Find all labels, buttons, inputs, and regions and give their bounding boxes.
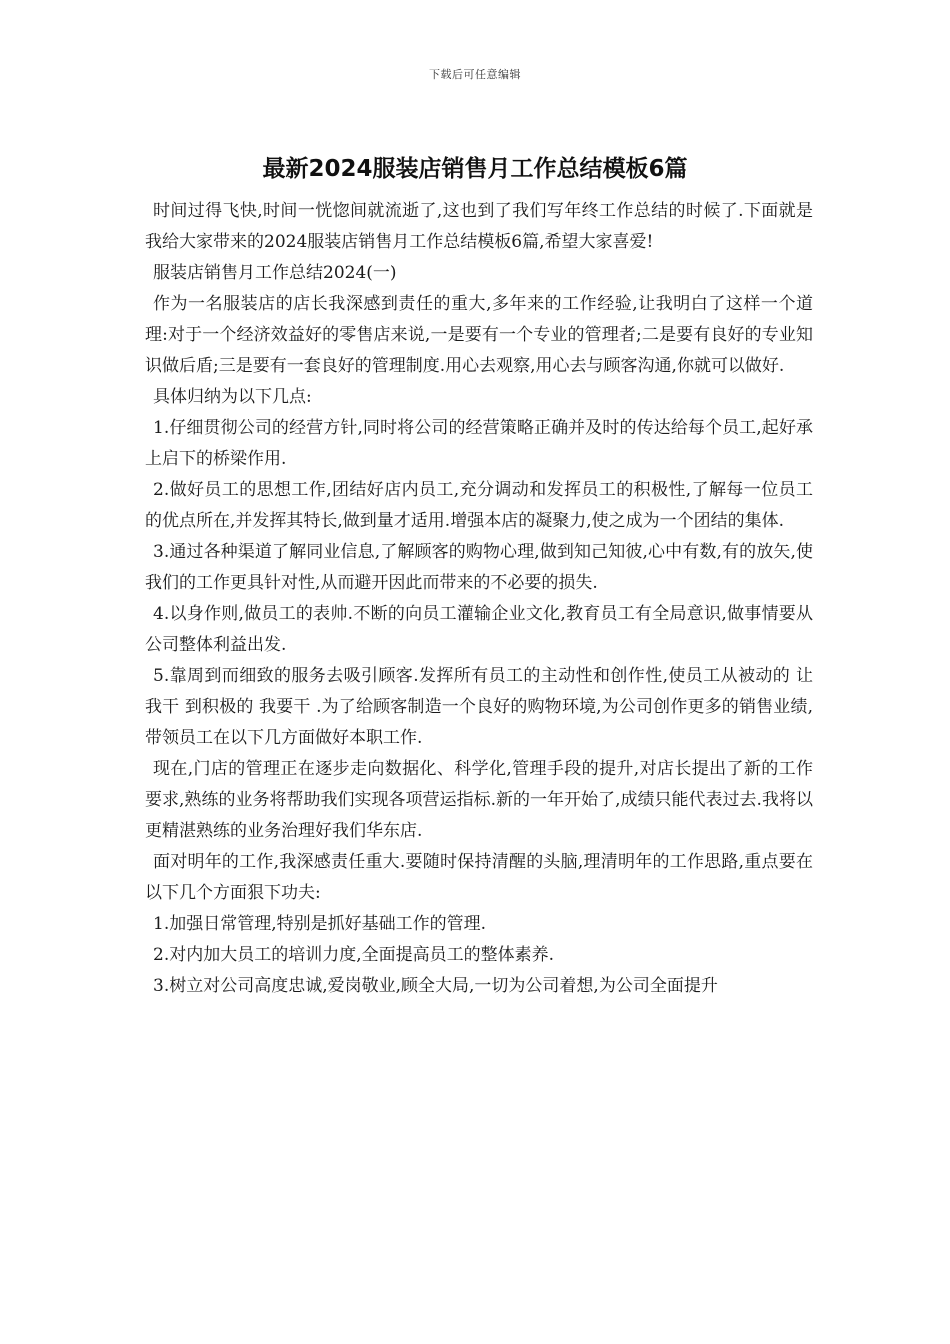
- list-item: 5.靠周到而细致的服务去吸引顾客.发挥所有员工的主动性和创作性,使员工从被动的 让我干 到积极的 我要干 .为了给顾客制造一个良好的购物环境,为公司创作更多的销售业绩,带领员工在以下几方面做好本职工作.: [145, 666, 813, 748]
- document-body: [145, 196, 813, 1002]
- list-item: 3.树立对公司高度忠诚,爱岗敬业,顾全大局,一切为公司着想,为公司全面提升: [153, 976, 718, 996]
- body-paragraph: 现在,门店的管理正在逐步走向数据化、科学化,管理手段的提升,对店长提出了新的工作要求,熟练的业务将帮助我们实现各项营运指标.新的一年开始了,成绩只能代表过去.我将以更精湛熟练的业务治理好我们华东店.: [145, 759, 813, 841]
- list-item: 3.通过各种渠道了解同业信息,了解顾客的购物心理,做到知己知彼,心中有数,有的放矢,使我们的工作更具针对性,从而避开因此而带来的不必要的损失.: [145, 542, 813, 593]
- section-heading: 服装店销售月工作总结2024(一): [153, 263, 397, 283]
- list-item: 1.仔细贯彻公司的经营方针,同时将公司的经营策略正确并及时的传达给每个员工,起好承上启下的桥梁作用.: [145, 418, 813, 469]
- body-paragraph: 面对明年的工作,我深感责任重大.要随时保持清醒的头脑,理清明年的工作思路,重点要在以下几个方面狠下功夫:: [145, 852, 813, 903]
- body-paragraph: 作为一名服装店的店长我深感到责任的重大,多年来的工作经验,让我明白了这样一个道理:对于一个经济效益好的零售店来说,一是要有一个专业的管理者;二是要有良好的专业知识做后盾;三是要有一套良好的管理制度.用心去观察,用心去与顾客沟通,你就可以做好.: [145, 294, 813, 376]
- page-header-note: 下载后可任意编辑: [429, 68, 521, 81]
- list-item: 1.加强日常管理,特别是抓好基础工作的管理.: [153, 914, 487, 934]
- list-intro: 具体归纳为以下几点:: [153, 387, 312, 407]
- list-item: 4.以身作则,做员工的表帅.不断的向员工灌输企业文化,教育员工有全局意识,做事情要从公司整体利益出发.: [145, 604, 813, 655]
- list-item: 2.做好员工的思想工作,团结好店内员工,充分调动和发挥员工的积极性,了解每一位员工的优点所在,并发挥其特长,做到量才适用.增强本店的凝聚力,使之成为一个团结的集体.: [145, 480, 813, 531]
- intro-paragraph: 时间过得飞快,时间一恍惚间就流逝了,这也到了我们写年终工作总结的时候了.下面就是我给大家带来的2024服装店销售月工作总结模板6篇,希望大家喜爱!: [145, 201, 813, 252]
- list-item: 2.对内加大员工的培训力度,全面提高员工的整体素养.: [153, 945, 555, 965]
- document-title: 最新2024服装店销售月工作总结模板6篇: [262, 156, 688, 182]
